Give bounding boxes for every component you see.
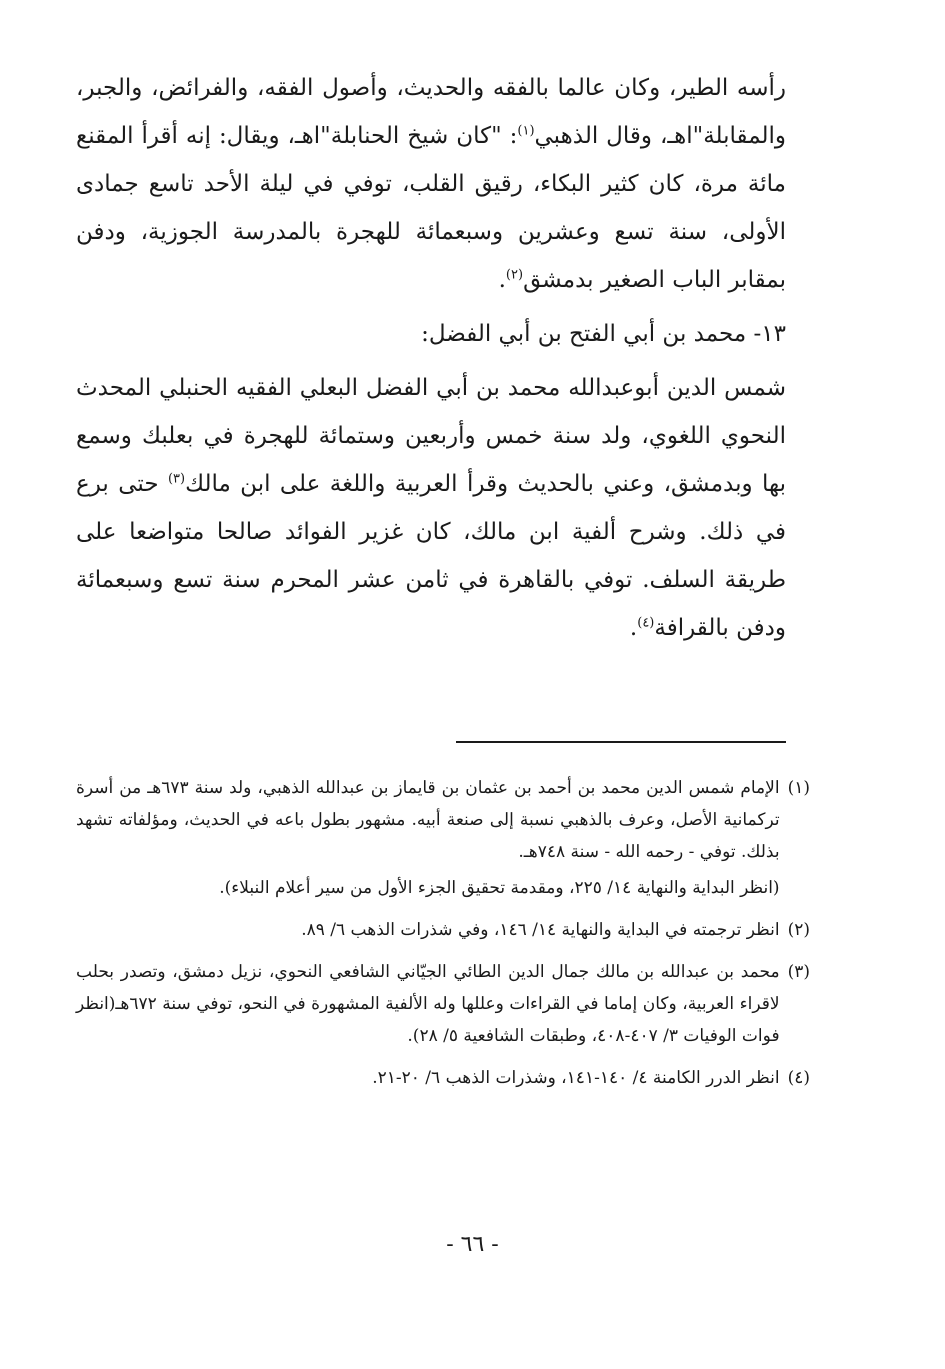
footnote-number: (١) [787, 778, 810, 798]
paragraph-2-text-cont: حتى برع في ذلك. وشرح ألفية ابن مالك، كان غزير الفوائد صالحا متواضعا على طريقة السلف. توفي بالقاهرة في ثامن عشر المحرم سنة تسع وسبعمائة ودفن بالقرافة [76, 471, 786, 641]
entry-heading: ١٣- محمد بن أبي الفتح بن أبي الفضل: [421, 321, 786, 347]
paragraph-1-end: . [498, 267, 506, 293]
footnote-number: (٣) [787, 962, 810, 982]
main-text [76, 64, 786, 652]
paragraph-1 [76, 64, 786, 304]
footnote-citation: (انظر البداية والنهاية ١٤/ ٢٢٥، ومقدمة تحقيق الجزء الأول من سير أعلام النبلاء). [219, 878, 780, 898]
footnotes [76, 772, 810, 1104]
footnote-text: محمد بن عبدالله بن مالك جمال الدين الطائي الجيّاني الشافعي النحوي، نزيل دمشق، وتصدر بحلب لاقراء العربية، وكان إماما في القراءات وعللها وله الألفية المشهورة في النحو، توفي سنة ٦٧٢هـ(انظر فوات الوفيات ٣/ ٤٠٧-٤٠٨، وطبقات الشافعية ٥/ ٢٨). [76, 962, 780, 1046]
page-number: - ٦٦ - [446, 1232, 499, 1257]
footnote-4 [76, 1062, 810, 1094]
paragraph-1-text: رأسه الطير، وكان عالما بالفقه والحديث، وأصول الفقه، والفرائض، والجبر، والمقابلة"اهـ، وقال الذهبي [76, 75, 786, 149]
footnote-ref-2[interactable]: (٢) [505, 267, 524, 283]
footnote-2 [76, 914, 810, 946]
footnote-text: انظر ترجمته في البداية والنهاية ١٤/ ١٤٦، وفي شذرات الذهب ٦/ ٨٩. [301, 920, 780, 940]
paragraph-2-text: شمس الدين أبوعبدالله محمد بن أبي الفضل البعلي الفقيه الحنبلي المحدث النحوي اللغوي، ولد سنة خمس وأربعين وستمائة للهجرة في بعلبك وسمع بها وبدمشق، وعني بالحديث وقرأ العربية واللغة على ابن مالك [76, 375, 786, 497]
paragraph-2-end: . [629, 615, 638, 641]
footnote-number: (٢) [787, 920, 810, 940]
paragraph-2 [76, 364, 786, 652]
footnote-text: انظر الدرر الكامنة ٤/ ١٤٠-١٤١، وشذرات الذهب ٦/ ٢٠-٢١. [372, 1068, 780, 1088]
footnote-1 [76, 772, 810, 904]
footnote-ref-4[interactable]: (٤) [637, 615, 655, 631]
footnote-number: (٤) [787, 1068, 810, 1088]
footnote-text: الإمام شمس الدين محمد بن أحمد بن عثمان بن قايماز بن عبدالله الذهبي، ولد سنة ٦٧٣هـ من أسرة تركمانية الأصل، وعرف بالذهبي نسبة إلى صنعة أبيه. مشهور بطول باعه في الحديث، ومؤلفاته تشهد بذلك. توفي - رحمه الله - سنة ٧٤٨هـ. [76, 778, 780, 862]
footnote-ref-3[interactable]: (٣) [167, 471, 186, 487]
footnote-separator [456, 741, 786, 743]
footnote-3 [76, 956, 810, 1052]
footnote-ref-1[interactable]: (١) [517, 123, 535, 139]
paragraph-1-text-cont: : "كان شيخ الحنابلة"اهـ، ويقال: إنه أقرأ المقنع مائة مرة، كان كثير البكاء، رقيق القلب، توفي في ليلة الأحد تاسع جمادى الأولى، سنة تسع وعشرين وسبعمائة للهجرة بالمدرسة الجوزية، ودفن بمقابر الباب الصغير بدمشق [76, 123, 786, 293]
